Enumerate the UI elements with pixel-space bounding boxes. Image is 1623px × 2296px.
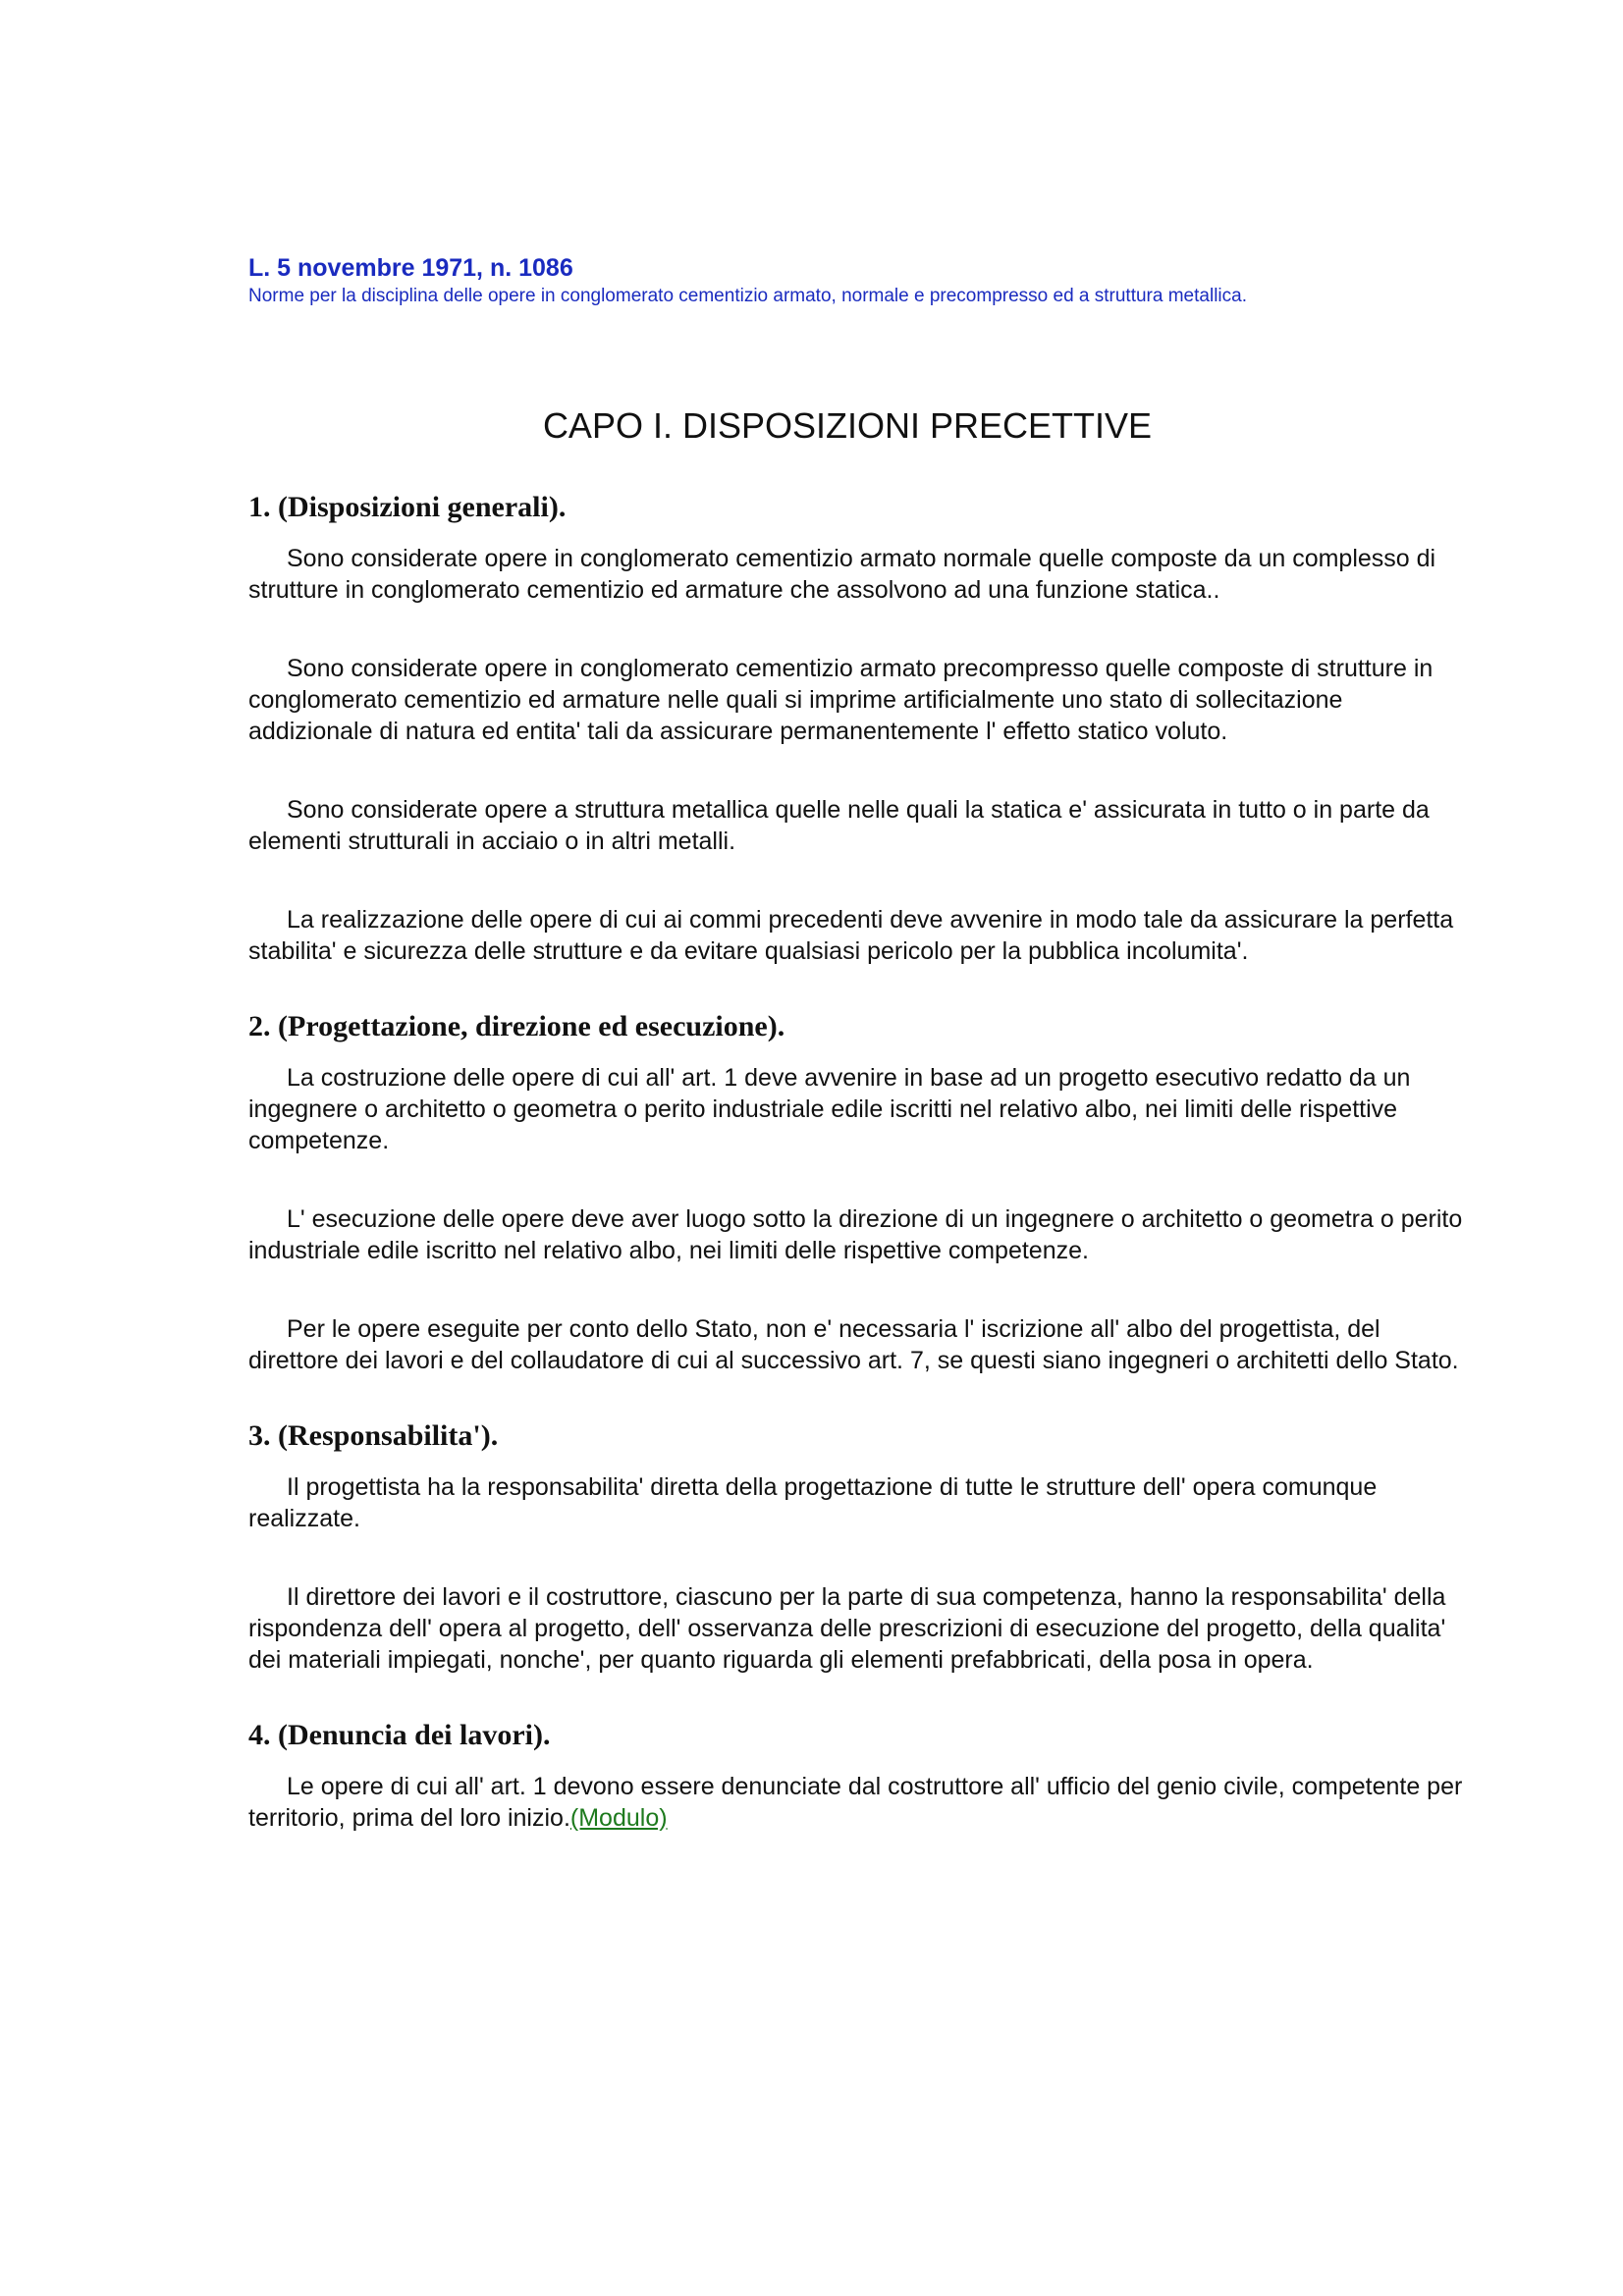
law-subtitle: Norme per la disciplina delle opere in conglomerato cementizio armato, normale e precompresso ed a struttura metallica. — [248, 286, 1247, 306]
document-page — [248, 253, 1466, 1834]
paragraph: L' esecuzione delle opere deve aver luogo sotto la direzione di un ingegnere o architetto o geometra o perito industriale edile iscritto nel relativo albo, nei limiti delle rispettive competenze. — [248, 1205, 1463, 1264]
section-1 — [248, 491, 1466, 967]
paragraph: La costruzione delle opere di cui all' art. 1 deve avvenire in base ad un progetto esecutivo redatto da un ingegnere o architetto o geometra o perito industriale edile iscritti nel relativo albo, nei limiti delle rispettive competenze. — [248, 1064, 1411, 1154]
law-title: L. 5 novembre 1971, n. 1086 — [248, 254, 573, 282]
modulo-link[interactable]: (Modulo) — [569, 1804, 668, 1832]
section-3 — [248, 1419, 1466, 1676]
paragraph: Sono considerate opere a struttura metallica quelle nelle quali la statica e' assicurata in tutto o in parte da elementi strutturali in acciaio o in altri metalli. — [248, 796, 1430, 855]
paragraph: Sono considerate opere in conglomerato cementizio armato normale quelle composte da un complesso di strutture in conglomerato cementizio ed armature che assolvono ad una funzione statica.. — [248, 545, 1436, 604]
paragraph: La realizzazione delle opere di cui ai commi precedenti deve avvenire in modo tale da assicurare la perfetta stabilita' e sicurezza delle strutture e da evitare qualsiasi pericolo per la pubblica incolumita'. — [248, 906, 1454, 965]
paragraph-with-link — [248, 1771, 1466, 1834]
section-2 — [248, 1010, 1466, 1376]
section-heading: 4. (Denuncia dei lavori). — [248, 1719, 551, 1751]
section-heading: 1. (Disposizioni generali). — [248, 491, 567, 523]
chapter-title: CAPO I. DISPOSIZIONI PRECETTIVE — [542, 405, 1153, 446]
section-4 — [248, 1719, 1466, 1834]
paragraph: Per le opere eseguite per conto dello Stato, non e' necessaria l' iscrizione all' albo del progettista, del direttore dei lavori e del collaudatore di cui al successivo art. 7, se questi siano ingegneri o architetti dello Stato. — [248, 1315, 1459, 1374]
section-heading: 3. (Responsabilita'). — [248, 1419, 499, 1452]
paragraph-text: Le opere di cui all' art. 1 devono essere denunciate dal costruttore all' ufficio del genio civile, competente per territorio, prima del loro inizio. — [248, 1773, 1463, 1832]
paragraph: Sono considerate opere in conglomerato cementizio armato precompresso quelle composte di strutture in conglomerato cementizio ed armature nelle quali si imprime artificialmente uno stato di sollecitazione addizionale di natura ed entita' tali da assicurare permanentemente l' effetto statico voluto. — [248, 655, 1434, 745]
paragraph: Il direttore dei lavori e il costruttore, ciascuno per la parte di sua competenza, hanno la responsabilita' della rispondenza dell' opera al progetto, dell' osservanza delle prescrizioni di esecuzione del progetto, della qualita' dei materiali impiegati, nonche', per quanto riguarda gli elementi prefabbricati, della posa in opera. — [248, 1583, 1446, 1674]
paragraph: Il progettista ha la responsabilita' diretta della progettazione di tutte le strutture dell' opera comunque realizzate. — [248, 1473, 1378, 1532]
section-heading: 2. (Progettazione, direzione ed esecuzione). — [248, 1010, 785, 1042]
